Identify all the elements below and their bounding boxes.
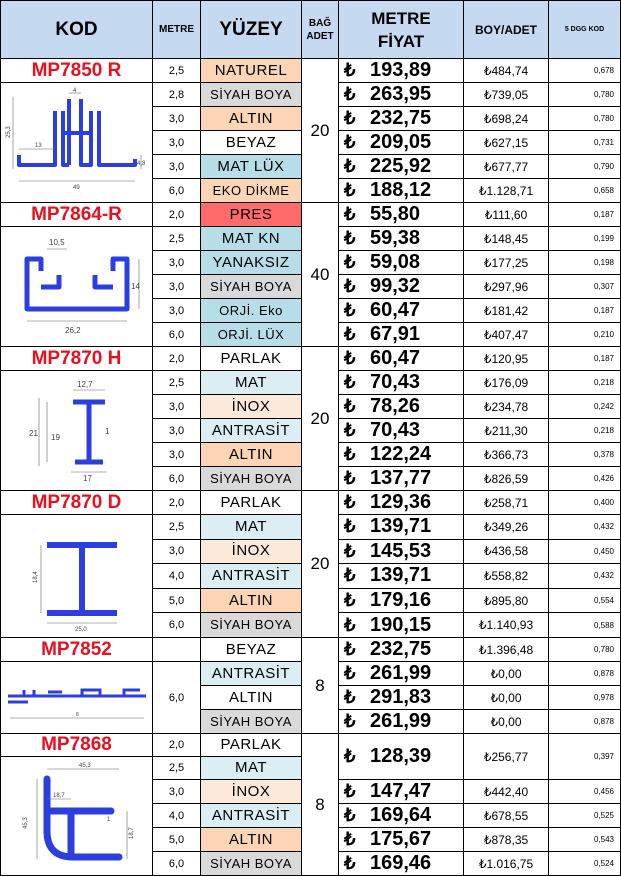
currency-icon: ₺: [344, 324, 356, 344]
dim-top: 12,7: [76, 379, 93, 389]
yuzey-cell: SİYAH BOYA: [201, 710, 302, 734]
product-code: MP7852: [1, 638, 153, 662]
currency-icon: ₺: [344, 746, 356, 766]
metre-fiyat-cell: [339, 564, 464, 589]
boy-adet-cell: ₺0,00: [464, 686, 549, 710]
metre-cell: 6,0: [153, 323, 201, 347]
metre-cell: 3,0: [153, 155, 201, 179]
metre-fiyat-cell: [339, 419, 464, 443]
table-body: [1, 59, 621, 876]
boy-adet-cell: ₺297,96: [464, 275, 549, 299]
currency-icon: ₺: [344, 853, 356, 873]
price-value: 193,89: [370, 59, 432, 81]
metre-fiyat-cell: [339, 371, 464, 395]
price-value: 139,71: [370, 564, 432, 587]
currency-icon: ₺: [344, 781, 356, 801]
currency-icon: ₺: [344, 204, 356, 224]
currency-icon: ₺: [344, 252, 356, 272]
boy-adet-cell: ₺0,00: [464, 662, 549, 686]
dgg-kod-cell: 0,658: [549, 179, 621, 203]
dgg-kod-cell: 0,432: [549, 515, 621, 540]
metre-fiyat-cell: [339, 734, 464, 780]
yuzey-cell: PARLAK: [201, 491, 302, 515]
dgg-kod-cell: 0,678: [549, 59, 621, 83]
dim-height: 8: [75, 711, 79, 718]
dgg-kod-cell: 0,199: [549, 227, 621, 251]
currency-icon: ₺: [344, 468, 356, 488]
boy-adet-cell: ₺366,73: [464, 443, 549, 467]
currency-icon: ₺: [344, 590, 356, 611]
metre-fiyat-cell: [339, 710, 464, 734]
boy-adet-cell: ₺111,60: [464, 203, 549, 227]
yuzey-cell: BEYAZ: [201, 131, 302, 155]
profile-drawing-cell: [1, 371, 153, 491]
boy-adet-cell: ₺878,35: [464, 828, 549, 852]
dim-web: 1: [104, 426, 109, 436]
yuzey-cell: MAT: [201, 515, 302, 540]
profile-drawing-mp7864r: [7, 231, 147, 343]
header-kod: KOD: [1, 1, 153, 59]
yuzey-cell: YANAKSIZ: [201, 251, 302, 275]
dgg-kod-cell: 0,426: [549, 467, 621, 491]
metre-cell: 2,5: [153, 757, 201, 780]
dim-top: 4: [72, 87, 76, 94]
metre-cell: 3,0: [153, 443, 201, 467]
boy-adet-cell: ₺558,82: [464, 564, 549, 589]
currency-icon: ₺: [344, 276, 356, 296]
metre-cell: 3,0: [153, 299, 201, 323]
dim-width: 26,2: [64, 325, 81, 335]
yuzey-cell: PARLAK: [201, 347, 302, 371]
boy-adet-cell: ₺120,95: [464, 347, 549, 371]
boy-adet-cell: ₺436,58: [464, 539, 549, 564]
currency-icon: ₺: [344, 372, 356, 392]
price-value: 60,47: [370, 347, 421, 369]
price-value: 169,46: [370, 852, 432, 874]
bag-adet-cell: 20: [302, 347, 339, 491]
metre-fiyat-cell: [339, 515, 464, 540]
table-row: [1, 491, 621, 515]
metre-fiyat-cell: [339, 275, 464, 299]
yuzey-cell: ANTRASİT: [201, 419, 302, 443]
product-code: MP7864-R: [1, 203, 153, 227]
metre-fiyat-cell: [339, 59, 464, 83]
dgg-kod-cell: 0,456: [549, 780, 621, 804]
product-code: MP7870 D: [1, 491, 153, 515]
dgg-kod-cell: 0,780: [549, 638, 621, 662]
price-value: 60,47: [370, 299, 421, 321]
dgg-kod-cell: 0,218: [549, 371, 621, 395]
price-value: 129,36: [370, 491, 432, 513]
dgg-kod-cell: 0,543: [549, 828, 621, 852]
price-value: 225,92: [370, 155, 432, 177]
yuzey-cell: ORJİ. Eko: [201, 299, 302, 323]
header-metre-fiyat: [339, 1, 464, 59]
boy-adet-cell: ₺211,30: [464, 419, 549, 443]
yuzey-cell: İNOX: [201, 539, 302, 564]
metre-cell: 2,0: [153, 203, 201, 227]
profile-drawing-cell: [1, 662, 153, 734]
dgg-kod-cell: 0,242: [549, 395, 621, 419]
price-value: 59,38: [370, 227, 421, 249]
currency-icon: ₺: [344, 420, 356, 440]
dgg-kod-cell: 0,187: [549, 347, 621, 371]
boy-adet-cell: ₺698,24: [464, 107, 549, 131]
yuzey-cell: MAT KN: [201, 227, 302, 251]
yuzey-cell: ALTIN: [201, 107, 302, 131]
yuzey-cell: ALTIN: [201, 828, 302, 852]
yuzey-cell: SİYAH BOYA: [201, 275, 302, 299]
header-bag: BAĞ: [308, 17, 332, 29]
boy-adet-cell: ₺1.396,48: [464, 638, 549, 662]
currency-icon: ₺: [344, 132, 356, 152]
metre-fiyat-cell: [339, 638, 464, 662]
currency-icon: ₺: [344, 614, 356, 635]
metre-fiyat-cell: [339, 251, 464, 275]
boy-adet-cell: ₺484,74: [464, 59, 549, 83]
dgg-kod-cell: 0,978: [549, 686, 621, 710]
price-value: 59,08: [370, 251, 421, 273]
yuzey-cell: SİYAH BOYA: [201, 83, 302, 107]
metre-cell: 3,0: [153, 780, 201, 804]
currency-icon: ₺: [344, 396, 356, 416]
metre-fiyat-cell: [339, 347, 464, 371]
header-metre: METRE: [153, 1, 201, 59]
bag-adet-cell: 20: [302, 491, 339, 638]
metre-fiyat-cell: [339, 804, 464, 828]
header-yuzey: YÜZEY: [201, 1, 302, 59]
price-value: 122,24: [370, 443, 432, 465]
boy-adet-cell: ₺407,47: [464, 323, 549, 347]
dim-height: 14: [130, 281, 140, 291]
profile-drawing-mp7850r: [7, 89, 147, 197]
dgg-kod-cell: 0,588: [549, 613, 621, 638]
dgg-kod-cell: 0,187: [549, 299, 621, 323]
metre-cell: 2,5: [153, 515, 201, 540]
metre-fiyat-cell: [339, 395, 464, 419]
metre-cell: 3,0: [153, 131, 201, 155]
header-fiyat: FİYAT: [377, 31, 425, 51]
metre-fiyat-cell: [339, 539, 464, 564]
yuzey-cell: ANTRASİT: [201, 804, 302, 828]
metre-cell: 2,0: [153, 347, 201, 371]
price-value: 188,12: [370, 179, 432, 201]
metre-fiyat-cell: [339, 828, 464, 852]
metre-fiyat-cell: [339, 299, 464, 323]
header-row: [1, 1, 621, 59]
metre-cell: [153, 638, 201, 662]
dim-outer: 21: [28, 428, 38, 438]
dim-inner: 13: [34, 142, 42, 149]
dim-width: 25,0: [74, 627, 87, 633]
dgg-kod-cell: 0,525: [549, 804, 621, 828]
metre-fiyat-cell: [339, 323, 464, 347]
dim-right: 4,8: [136, 160, 145, 167]
bag-adet-cell: 8: [302, 734, 339, 876]
table-row: [1, 638, 621, 662]
metre-cell: 3,0: [153, 107, 201, 131]
boy-adet-cell: ₺258,71: [464, 491, 549, 515]
metre-fiyat-cell: [339, 131, 464, 155]
yuzey-cell: İNOX: [201, 395, 302, 419]
product-code: MP7868: [1, 734, 153, 757]
yuzey-cell: SİYAH BOYA: [201, 852, 302, 876]
yuzey-cell: ALTIN: [201, 588, 302, 613]
metre-cell: 3,0: [153, 275, 201, 299]
metre-fiyat-cell: [339, 467, 464, 491]
dim-inner: 19: [50, 432, 60, 442]
metre-fiyat-cell: [339, 155, 464, 179]
price-value: 175,67: [370, 828, 432, 850]
metre-fiyat-cell: [339, 588, 464, 613]
yuzey-cell: NATUREL: [201, 59, 302, 83]
metre-cell: 4,0: [153, 564, 201, 589]
dgg-kod-cell: 0,450: [549, 539, 621, 564]
profile-drawing-mp7868: [7, 759, 147, 873]
price-value: 263,95: [370, 83, 432, 105]
metre-fiyat-cell: [339, 491, 464, 515]
dgg-kod-cell: 0,400: [549, 491, 621, 515]
yuzey-cell: BEYAZ: [201, 638, 302, 662]
dim-width: 49: [72, 184, 80, 191]
dim-top: 10,5: [48, 237, 65, 247]
dgg-kod-cell: 0,378: [549, 443, 621, 467]
bag-adet-cell: 8: [302, 638, 339, 734]
boy-adet-cell: ₺176,09: [464, 371, 549, 395]
metre-cell: 2,5: [153, 59, 201, 83]
boy-adet-cell: ₺349,26: [464, 515, 549, 540]
price-value: 232,75: [370, 107, 432, 129]
metre-fiyat-cell: [339, 443, 464, 467]
yuzey-cell: MAT LÜX: [201, 155, 302, 179]
metre-cell: 6,0: [153, 179, 201, 203]
boy-adet-cell: ₺181,42: [464, 299, 549, 323]
dgg-kod-cell: 0,780: [549, 83, 621, 107]
currency-icon: ₺: [344, 829, 356, 849]
boy-adet-cell: ₺148,45: [464, 227, 549, 251]
boy-adet-cell: ₺0,00: [464, 710, 549, 734]
table-row: [1, 203, 621, 227]
boy-adet-cell: ₺627,15: [464, 131, 549, 155]
boy-adet-cell: ₺739,05: [464, 83, 549, 107]
currency-icon: ₺: [344, 108, 356, 128]
boy-adet-cell: ₺895,80: [464, 588, 549, 613]
metre-cell: 2,8: [153, 83, 201, 107]
yuzey-cell: ANTRASİT: [201, 564, 302, 589]
metre-cell: 5,0: [153, 588, 201, 613]
boy-adet-cell: ₺678,55: [464, 804, 549, 828]
dim-height: 18,4: [32, 571, 39, 583]
metre-fiyat-cell: [339, 227, 464, 251]
boy-adet-cell: ₺1.016,75: [464, 852, 549, 876]
price-value: 169,64: [370, 804, 432, 826]
dgg-kod-cell: 0,878: [549, 710, 621, 734]
yuzey-cell: İNOX: [201, 780, 302, 804]
currency-icon: ₺: [344, 663, 356, 683]
bag-adet-cell: 40: [302, 203, 339, 347]
boy-adet-cell: ₺1.140,93: [464, 613, 549, 638]
price-value: 99,32: [370, 275, 421, 297]
currency-icon: ₺: [344, 805, 356, 825]
boy-adet-cell: ₺177,25: [464, 251, 549, 275]
profile-drawing-cell: [1, 227, 153, 347]
yuzey-cell: PARLAK: [201, 734, 302, 757]
boy-adet-cell: ₺256,77: [464, 734, 549, 780]
currency-icon: ₺: [344, 300, 356, 320]
price-value: 179,16: [370, 589, 432, 612]
metre-cell: 2,0: [153, 734, 201, 757]
bag-adet-cell: 20: [302, 59, 339, 203]
profile-drawing-cell: [1, 515, 153, 638]
dgg-kod-cell: 0,307: [549, 275, 621, 299]
profile-drawing-mp7852: [4, 666, 150, 730]
metre-fiyat-cell: [339, 852, 464, 876]
price-value: 147,47: [370, 780, 432, 802]
boy-adet-cell: ₺234,78: [464, 395, 549, 419]
dim-height: 25,3: [5, 125, 12, 138]
table-row: [1, 347, 621, 371]
currency-icon: ₺: [344, 516, 356, 537]
dim-top: 45,3: [78, 763, 91, 769]
metre-cell: 6,0: [153, 852, 201, 876]
metre-cell: 3,0: [153, 419, 201, 443]
currency-icon: ₺: [344, 444, 356, 464]
metre-cell: 3,0: [153, 539, 201, 564]
metre-cell: 2,5: [153, 371, 201, 395]
metre-fiyat-cell: [339, 662, 464, 686]
profile-drawing-cell: [1, 83, 153, 203]
price-value: 261,99: [370, 710, 432, 732]
currency-icon: ₺: [344, 60, 356, 80]
yuzey-cell: ANTRASİT: [201, 662, 302, 686]
product-code: MP7850 R: [1, 59, 153, 83]
price-value: 190,15: [370, 613, 432, 636]
currency-icon: ₺: [344, 228, 356, 248]
metre-fiyat-cell: [339, 107, 464, 131]
yuzey-cell: MAT: [201, 757, 302, 780]
currency-icon: ₺: [344, 84, 356, 104]
currency-icon: ₺: [344, 348, 356, 368]
boy-adet-cell: ₺826,59: [464, 467, 549, 491]
profile-drawing-mp7870d: [7, 515, 147, 637]
price-value: 145,53: [370, 539, 432, 562]
metre-cell: 2,5: [153, 227, 201, 251]
price-value: 209,05: [370, 131, 432, 153]
metre-cell: 3,0: [153, 395, 201, 419]
price-value: 232,75: [370, 638, 432, 660]
table-row: [1, 734, 621, 757]
dgg-kod-cell: 0,731: [549, 131, 621, 155]
table-row: [1, 59, 621, 83]
dgg-kod-cell: 0,397: [549, 734, 621, 780]
price-value: 67,91: [370, 323, 421, 345]
dgg-kod-cell: 0,218: [549, 419, 621, 443]
price-value: 128,39: [370, 745, 432, 767]
yuzey-cell: PRES: [201, 203, 302, 227]
metre-cell: 4,0: [153, 804, 201, 828]
currency-icon: ₺: [344, 687, 356, 707]
dim-bottom: 17: [82, 473, 92, 483]
metre-fiyat-cell: [339, 179, 464, 203]
dgg-kod-cell: 0,432: [549, 564, 621, 589]
metre-cell: 2,0: [153, 491, 201, 515]
currency-icon: ₺: [344, 540, 356, 561]
dgg-kod-cell: 0,187: [549, 203, 621, 227]
currency-icon: ₺: [344, 711, 356, 731]
dgg-kod-cell: 0,524: [549, 852, 621, 876]
dim-left: 45,3: [22, 817, 29, 829]
header-bag-adet: [302, 1, 339, 59]
header-boy-adet: BOY/ADET: [464, 1, 549, 59]
metre-cell: 6,0: [153, 613, 201, 638]
dgg-kod-cell: 0,878: [549, 662, 621, 686]
price-value: 70,43: [370, 419, 421, 441]
yuzey-cell: EKO DİKME: [201, 179, 302, 203]
yuzey-cell: ORJİ. LÜX: [201, 323, 302, 347]
price-value: 139,71: [370, 515, 432, 538]
currency-icon: ₺: [344, 156, 356, 176]
metre-fiyat-cell: [339, 613, 464, 638]
boy-adet-cell: ₺442,40: [464, 780, 549, 804]
dim-inner-top: 18,7: [52, 793, 65, 799]
yuzey-cell: ALTIN: [201, 686, 302, 710]
dgg-kod-cell: 0,198: [549, 251, 621, 275]
price-value: 78,26: [370, 395, 421, 417]
dgg-kod-cell: 0,790: [549, 155, 621, 179]
currency-icon: ₺: [344, 565, 356, 586]
yuzey-cell: SİYAH BOYA: [201, 613, 302, 638]
yuzey-cell: SİYAH BOYA: [201, 467, 302, 491]
metre-cell: 5,0: [153, 828, 201, 852]
dgg-kod-cell: 0,210: [549, 323, 621, 347]
boy-adet-cell: ₺677,77: [464, 155, 549, 179]
metre-fiyat-cell: [339, 780, 464, 804]
dgg-kod-cell: 0,554: [549, 588, 621, 613]
header-fiyat-metre: METRE: [371, 8, 431, 28]
currency-icon: ₺: [344, 180, 356, 200]
metre-fiyat-cell: [339, 83, 464, 107]
currency-icon: ₺: [344, 639, 356, 659]
price-value: 291,83: [370, 686, 432, 708]
profile-drawing-cell: [1, 757, 153, 876]
metre-fiyat-cell: [339, 686, 464, 710]
boy-adet-cell: ₺1.128,71: [464, 179, 549, 203]
price-value: 137,77: [370, 467, 432, 489]
dgg-kod-cell: 0,780: [549, 107, 621, 131]
metre-cell: 6,0: [153, 467, 201, 491]
metre-cell: 3,0: [153, 251, 201, 275]
metre-cell: 6,0: [153, 662, 201, 734]
dim-right: 18,7: [128, 827, 135, 839]
price-value: 261,99: [370, 662, 432, 684]
header-dgg-kod: 5 DGG KOD: [549, 1, 621, 59]
price-value: 55,80: [370, 203, 421, 225]
yuzey-cell: MAT: [201, 371, 302, 395]
dim-small: 1: [106, 817, 110, 823]
yuzey-cell: ALTIN: [201, 443, 302, 467]
profile-drawing-mp7870h: [7, 378, 147, 484]
header-adet: ADET: [306, 30, 334, 42]
product-code: MP7870 H: [1, 347, 153, 371]
metre-fiyat-cell: [339, 203, 464, 227]
currency-icon: ₺: [344, 492, 356, 512]
price-value: 70,43: [370, 371, 421, 393]
